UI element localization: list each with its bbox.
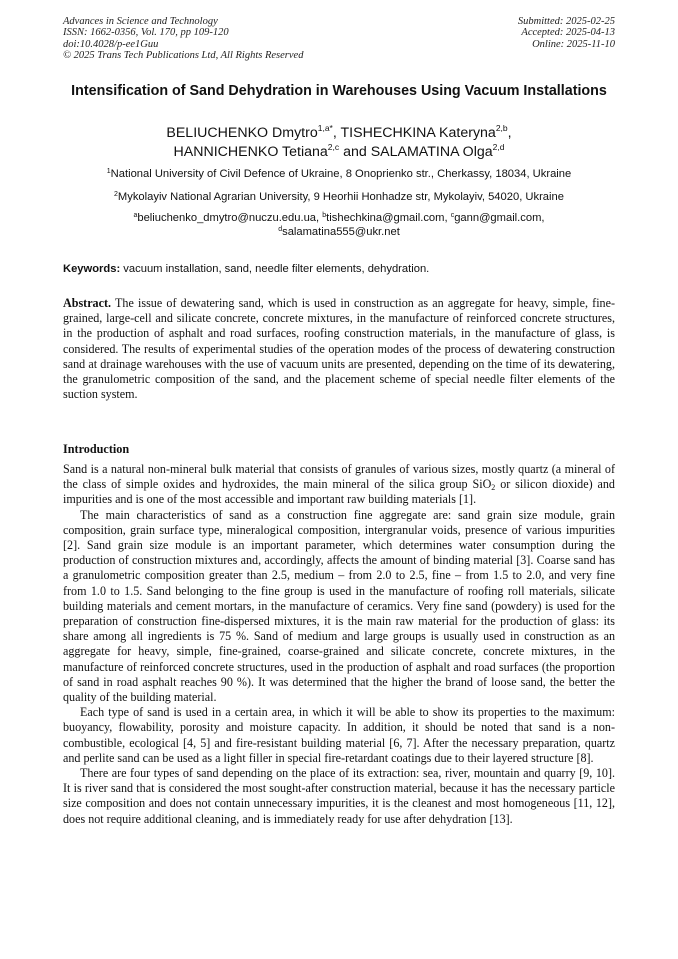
author-list xyxy=(63,124,615,162)
author-name: SALAMATINA Olga xyxy=(370,144,493,160)
email-address[interactable]: beliuchenko_dmytro@nuczu.edu.ua, xyxy=(137,212,323,224)
subscript-2: 2 xyxy=(491,483,496,493)
paragraph-1-text-a: Sand is a natural non-mineral bulk material that consists of granules of various sizes, mostly quartz (a mineral of the class of simple oxides and hydroxides, the main mineral of the silica group SiO xyxy=(63,462,615,492)
paragraph-1 xyxy=(63,462,615,508)
author-affiliation-marker: 2,c xyxy=(327,142,340,152)
affiliation-2 xyxy=(63,190,615,204)
abstract xyxy=(63,296,615,402)
author-name: TISHECHKINA Kateryna xyxy=(340,125,496,141)
author-name: BELIUCHENKO Dmytro xyxy=(166,125,318,141)
paragraph-3: Each type of sand is used in a certain area, in which it will be able to show its properties to the maximum: buoyancy, flowability, porosity and moisture capacity. In addition, it should be noted that sand is a non-combustible, ecological [4, 5] and fire-resistant building material [6, 7]. After the necessary preparation, quartz and perlite sand can be used as a light filler in special fire-retardant coatings due to their layered structure [8]. xyxy=(63,705,615,765)
keywords-label: Keywords: xyxy=(63,263,121,275)
author-emails xyxy=(63,211,615,239)
introduction-heading: Introduction xyxy=(63,442,130,456)
paper-title: Intensification of Sand Dehydration in Warehouses Using Vacuum Installations xyxy=(71,83,607,99)
author-affiliation-marker: 2,b xyxy=(495,123,508,133)
author-affiliation-marker: 1,a* xyxy=(317,123,333,133)
email-marker: a xyxy=(133,212,138,219)
journal-name: Advances in Science and Technology xyxy=(63,16,218,27)
email-marker: c xyxy=(450,212,455,219)
paragraph-4: There are four types of sand depending on the place of its extraction: sea, river, mountain and quarry [9, 10]. It is river sand that is considered the most sought-after construction material, because it has the necessary particle size composition and does not contain unnecessary impurities, it is the cleanest and most homogeneous [11, 12], does not require additional cleaning, and is immediately ready for use after dehydration [13]. xyxy=(63,766,615,826)
email-marker: b xyxy=(322,212,327,219)
affiliation-text: Mykolayiv National Agrarian University, 9 Heorhii Honhadze str, Mykolayiv, 54020, Ukraine xyxy=(117,191,564,203)
abstract-label: Abstract. xyxy=(63,296,112,310)
affiliation-marker: 2 xyxy=(114,191,118,198)
author-affiliation-marker: 2,d xyxy=(492,142,505,152)
author-separator: , xyxy=(332,125,341,141)
publication-dates xyxy=(518,16,615,50)
affiliation-1 xyxy=(63,167,615,181)
affiliation-marker: 1 xyxy=(106,168,111,175)
author-name: HANNICHENKO Tetiana xyxy=(173,144,328,160)
issn-line: ISSN: 1662-0356, Vol. 170, pp 109-120 xyxy=(63,27,229,39)
journal-info xyxy=(63,16,303,62)
paragraph-1-text-b: or silicon dioxide) and impurities and is one of the most accessible and important raw building materials [1]. xyxy=(63,477,615,507)
online-date: Online: 2025-11-10 xyxy=(532,38,615,50)
email-address[interactable]: tishechkina@gmail.com, xyxy=(326,212,451,224)
accepted-date: Accepted: 2025-04-13 xyxy=(521,27,615,39)
abstract-text: The issue of dewatering sand, which is used in construction as an aggregate for heavy, simple, fine-grained, large-cell and silicate concrete, concrete mixtures, in the manufacture of reinforced concrete structures, in the production of asphalt and road surfaces, roofing construction materials, in the manufacture of glass, is considered. The results of experimental studies of the operation modes of the process of dewatering construction sand at drainage warehouses with the use of vacuum units are presented, depending on the time of its dewatering, the granulometric composition of the sand, and the placement scheme of special needle filter elements of the suction system. xyxy=(63,296,615,402)
author-separator: , xyxy=(507,125,512,141)
doi-line: doi:10.4028/p-ee1Guu xyxy=(63,38,159,50)
author-and: and xyxy=(339,144,371,160)
copyright-line: © 2025 Trans Tech Publications Ltd, All Rights Reserved xyxy=(63,50,304,62)
affiliation-text: National University of Civil Defence of Ukraine, 8 Onoprienko str., Cherkassy, 18034, Ukraine xyxy=(110,168,572,180)
email-marker: d xyxy=(278,226,283,233)
keywords-text: vacuum installation, sand, needle filter elements, dehydration. xyxy=(120,263,430,275)
paragraph-2: The main characteristics of sand as a construction fine aggregate are: sand grain size module, grain composition, grain surface type, mineralogical composition, intergranular voids, presence of various impurities [2]. Sand grain size module is an important parameter, which determines water consumption during the production of construction mixtures and, accordingly, affects the amount of binding material [3]. Coarse sand has a granulometric composition greater than 2.5, medium – from 2.0 to 2.5, fine – from 1.5 to 2.0, and very fine from 1.0 to 1.5. Sand belonging to the fine group is used in the manufacture of roofing roll materials, silicate building materials and cement mortars, in the manufacture of ceramics. Very fine sand (powdery) is used for the preparation of construction fine-dispersed mixtures, it is the main raw material for the production of glass: its share among all ingredients is 75 %. Sand of medium and large groups is usually used in construction as an aggregate for heavy, simple, fine-grained, coarse-grained and silicate concrete, concrete mixtures, in the manufacture of reinforced concrete structures, used in the production of asphalt and road surfaces (the proportion of sand in road asphalt reaches 90 %). It was determined that the higher the brand of loose sand, the better the quality of the building material. xyxy=(63,507,615,705)
introduction-body xyxy=(63,462,615,827)
submitted-date: Submitted: 2025-02-25 xyxy=(517,16,615,27)
email-address[interactable]: gann@gmail.com, xyxy=(454,212,545,224)
email-address[interactable]: salamatina555@ukr.net xyxy=(282,226,400,238)
keywords xyxy=(63,262,615,276)
